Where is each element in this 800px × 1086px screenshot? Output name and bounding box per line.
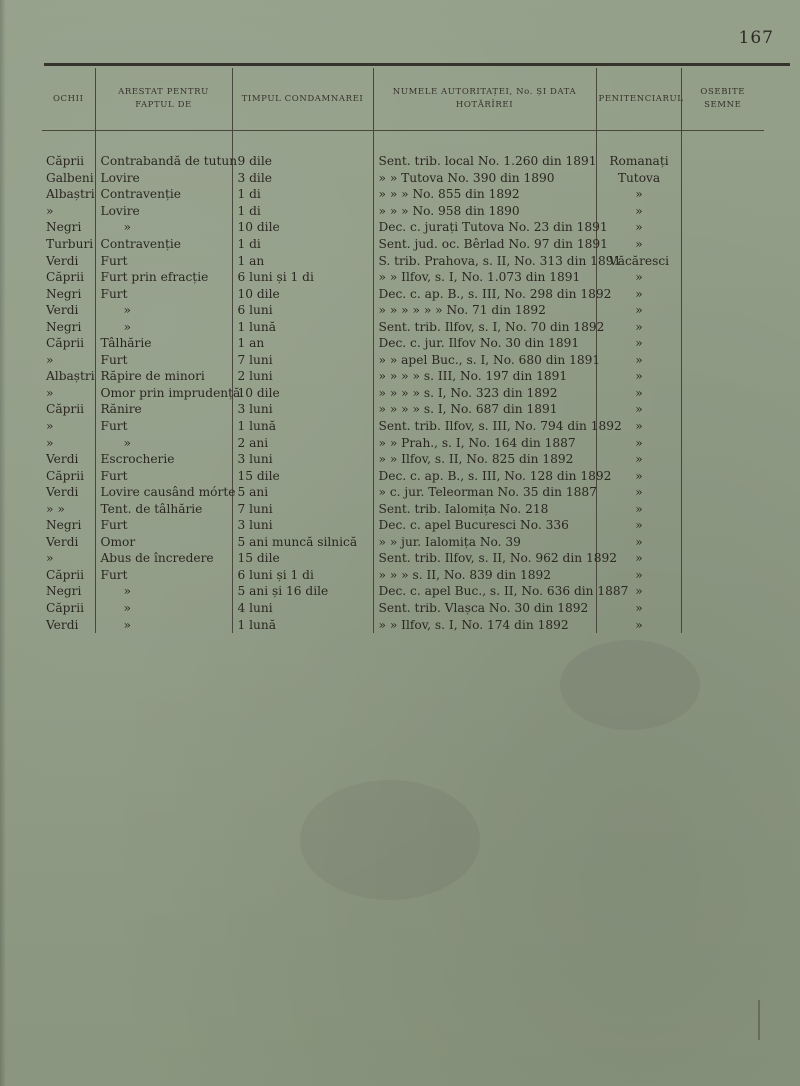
header-gap-row: [42, 131, 764, 154]
cell-marks: [681, 418, 764, 435]
paper-stain: [560, 640, 700, 730]
cell-prison: »: [596, 219, 681, 236]
cell-eyes: Negri: [46, 518, 82, 533]
cell-authority: S. trib. Prahova, s. II, No. 313 din 1891: [373, 252, 596, 269]
cell-eyes: Verdi: [46, 617, 79, 632]
cell-prison: »: [596, 484, 681, 501]
table-row: [42, 269, 764, 286]
cell-marks: [681, 550, 764, 567]
cell-prison: »: [596, 335, 681, 352]
cell-offence: »: [95, 583, 232, 600]
table-row: [42, 467, 764, 484]
top-rule: [44, 63, 790, 66]
cell-sentence: 3 luni: [232, 517, 373, 534]
cell-authority: » » Prah., s. I, No. 164 din 1887: [373, 434, 596, 451]
cell-offence: Tâlhărie: [95, 335, 232, 352]
cell-marks: [681, 203, 764, 220]
cell-marks: [681, 219, 764, 236]
table-row: [42, 418, 764, 435]
cell-authority: » » » » s. III, No. 197 din 1891: [373, 368, 596, 385]
cell-authority: » » » s. II, No. 839 din 1892: [373, 567, 596, 584]
cell-marks: [681, 451, 764, 468]
cell-authority: Dec. c. apel Bucuresci No. 336: [373, 517, 596, 534]
cell-marks: [681, 352, 764, 369]
cell-authority: » » » No. 958 din 1890: [373, 203, 596, 220]
cell-marks: [681, 236, 764, 253]
cell-offence: Contrabandă de tutun: [95, 153, 232, 170]
cell-authority: Dec. c. apel Buc., s. II, No. 636 din 1887: [373, 583, 596, 600]
cell-marks: [681, 401, 764, 418]
table-row: [42, 567, 764, 584]
cell-marks: [681, 302, 764, 319]
cell-eyes: Verdi: [46, 485, 79, 500]
cell-eyes: Căprii: [46, 468, 85, 483]
cell-marks: [681, 583, 764, 600]
cell-offence: »: [95, 318, 232, 335]
cell-sentence: 2 luni: [232, 368, 373, 385]
cell-authority: Dec. c. ap. B., s. III, No. 298 din 1892: [373, 285, 596, 302]
cell-prison: »: [596, 451, 681, 468]
cell-sentence: 1 lună: [232, 418, 373, 435]
table-row: [42, 285, 764, 302]
table-row: [42, 186, 764, 203]
cell-marks: [681, 616, 764, 633]
cell-prison: »: [596, 567, 681, 584]
cell-authority: » » Tutova No. 390 din 1890: [373, 170, 596, 187]
cell-authority: Dec. c. jurați Tutova No. 23 din 1891: [373, 219, 596, 236]
cell-offence: »: [95, 434, 232, 451]
cell-sentence: 10 dile: [232, 285, 373, 302]
table-row: [42, 583, 764, 600]
cell-offence: Furt prin efracție: [95, 269, 232, 286]
cell-prison: »: [596, 203, 681, 220]
cell-eyes: Căprii: [46, 336, 85, 351]
cell-prison: »: [596, 236, 681, 253]
table-row: [42, 335, 764, 352]
cell-marks: [681, 467, 764, 484]
cell-sentence: 15 dile: [232, 467, 373, 484]
cell-prison: »: [596, 616, 681, 633]
paper-stain: [300, 780, 480, 900]
table-row: [42, 170, 764, 187]
cell-marks: [681, 269, 764, 286]
header-marks: OSEBITE SEMNE: [681, 68, 764, 131]
cell-authority: Sent. trib. Ilfov, s. II, No. 962 din 1892: [373, 550, 596, 567]
cell-eyes: Căprii: [46, 154, 85, 169]
cell-marks: [681, 567, 764, 584]
cell-eyes: Căprii: [46, 402, 85, 417]
cell-eyes: Verdi: [46, 303, 79, 318]
cell-eyes: »: [46, 551, 54, 566]
cell-marks: [681, 534, 764, 551]
cell-offence: Rănire: [95, 401, 232, 418]
cell-offence: Furt: [95, 285, 232, 302]
cell-eyes: »: [46, 203, 54, 218]
cell-eyes: Negri: [46, 319, 82, 334]
cell-sentence: 1 di: [232, 186, 373, 203]
cell-authority: » » » » s. I, No. 323 din 1892: [373, 385, 596, 402]
cell-offence: Furt: [95, 517, 232, 534]
cell-marks: [681, 517, 764, 534]
cell-authority: » » Ilfov, s. II, No. 825 din 1892: [373, 451, 596, 468]
cell-offence: Omor: [95, 534, 232, 551]
header-authority: NUMELE AUTORITAȚEI, No. ȘI DATA HOTĂRÎREI: [373, 68, 596, 131]
cell-offence: Contravenție: [95, 186, 232, 203]
cell-marks: [681, 484, 764, 501]
cell-marks: [681, 186, 764, 203]
cell-eyes: » »: [46, 501, 65, 516]
cell-authority: Sent. jud. oc. Bêrlad No. 97 din 1891: [373, 236, 596, 253]
cell-eyes: Albaștri: [46, 369, 95, 384]
cell-sentence: 10 dile: [232, 219, 373, 236]
cell-prison: »: [596, 318, 681, 335]
cell-authority: » » Ilfov, s. I, No. 174 din 1892: [373, 616, 596, 633]
cell-prison: »: [596, 434, 681, 451]
table-row: [42, 219, 764, 236]
page-number: 167: [738, 28, 774, 48]
cell-sentence: 7 luni: [232, 500, 373, 517]
cell-marks: [681, 434, 764, 451]
cell-sentence: 3 luni: [232, 401, 373, 418]
cell-sentence: 3 luni: [232, 451, 373, 468]
cell-sentence: 4 luni: [232, 600, 373, 617]
cell-prison: Romanați: [596, 153, 681, 170]
cell-sentence: 1 di: [232, 203, 373, 220]
table-row: [42, 318, 764, 335]
cell-marks: [681, 385, 764, 402]
cell-eyes: Negri: [46, 584, 82, 599]
cell-authority: Dec. c. jur. Ilfov No. 30 din 1891: [373, 335, 596, 352]
cell-eyes: Verdi: [46, 452, 79, 467]
cell-sentence: 2 ani: [232, 434, 373, 451]
cell-offence: Lovire causând mórte: [95, 484, 232, 501]
header-offence: ARESTAT PENTRU FAPTUL DE: [95, 68, 232, 131]
cell-prison: »: [596, 269, 681, 286]
cell-eyes: »: [46, 385, 54, 400]
cell-marks: [681, 153, 764, 170]
cell-offence: Furt: [95, 252, 232, 269]
cell-offence: »: [95, 219, 232, 236]
cell-offence: »: [95, 616, 232, 633]
header-sentence: TIMPUL CONDAMNAREI: [232, 68, 373, 131]
cell-authority: » » » » » » No. 71 din 1892: [373, 302, 596, 319]
table-row: [42, 385, 764, 402]
cell-sentence: 1 lună: [232, 318, 373, 335]
cell-marks: [681, 600, 764, 617]
cell-prison: »: [596, 550, 681, 567]
cell-prison: »: [596, 385, 681, 402]
prisoner-register-table: [42, 68, 764, 633]
page-edge-shadow: [0, 0, 6, 1086]
table-row: [42, 203, 764, 220]
cell-prison: Văcăresci: [596, 252, 681, 269]
table-row: [42, 600, 764, 617]
cell-prison: »: [596, 600, 681, 617]
cell-eyes: Negri: [46, 286, 82, 301]
cell-sentence: 10 dile: [232, 385, 373, 402]
cell-offence: Abus de încredere: [95, 550, 232, 567]
cell-prison: »: [596, 467, 681, 484]
cell-eyes: »: [46, 419, 54, 434]
cell-eyes: Verdi: [46, 534, 79, 549]
table-row: [42, 236, 764, 253]
cell-offence: Furt: [95, 567, 232, 584]
cell-eyes: Căprii: [46, 601, 85, 616]
cell-prison: »: [596, 401, 681, 418]
table-row: [42, 368, 764, 385]
cell-authority: Sent. trib. Ilfov, s. III, No. 794 din 1892: [373, 418, 596, 435]
cell-sentence: 6 luni: [232, 302, 373, 319]
header-eyes: OCHII: [42, 68, 95, 131]
table-row: [42, 401, 764, 418]
cell-eyes: Turburi: [46, 237, 94, 251]
table-row: [42, 451, 764, 468]
cell-marks: [681, 285, 764, 302]
cell-authority: » » » » s. I, No. 687 din 1891: [373, 401, 596, 418]
table-row: [42, 153, 764, 170]
table-row: [42, 252, 764, 269]
cell-prison: »: [596, 500, 681, 517]
cell-eyes: Verdi: [46, 253, 79, 268]
cell-authority: Sent. trib. Ilfov, s. I, No. 70 din 1892: [373, 318, 596, 335]
cell-authority: » » jur. Ialomița No. 39: [373, 534, 596, 551]
cell-eyes: Căprii: [46, 567, 85, 582]
table-row: [42, 534, 764, 551]
cell-eyes: »: [46, 352, 54, 367]
cell-sentence: 5 ani și 16 dile: [232, 583, 373, 600]
cell-authority: » » » No. 855 din 1892: [373, 186, 596, 203]
cell-sentence: 1 an: [232, 252, 373, 269]
cell-sentence: 6 luni și 1 di: [232, 269, 373, 286]
cell-offence: Omor prin imprudență: [95, 385, 232, 402]
cell-eyes: Galbeni: [46, 170, 94, 185]
table-body: [42, 153, 764, 633]
cell-eyes: Albaștri: [46, 187, 95, 202]
cell-sentence: 5 ani: [232, 484, 373, 501]
table-row: [42, 434, 764, 451]
cell-marks: [681, 252, 764, 269]
table-row: [42, 302, 764, 319]
table-row: [42, 550, 764, 567]
cell-offence: »: [95, 302, 232, 319]
cell-authority: Sent. trib. Ialomița No. 218: [373, 500, 596, 517]
cell-prison: »: [596, 302, 681, 319]
table-row: [42, 517, 764, 534]
cell-prison: »: [596, 534, 681, 551]
table-row: [42, 500, 764, 517]
cell-offence: Escrocherie: [95, 451, 232, 468]
cell-authority: Sent. trib. local No. 1.260 din 1891: [373, 153, 596, 170]
cell-sentence: 5 ani muncă silnică: [232, 534, 373, 551]
cell-offence: Răpire de minori: [95, 368, 232, 385]
cell-eyes: Căprii: [46, 270, 85, 285]
cell-authority: Sent. trib. Vlașca No. 30 din 1892: [373, 600, 596, 617]
cell-sentence: 1 an: [232, 335, 373, 352]
cell-offence: Furt: [95, 467, 232, 484]
cell-authority: » » apel Buc., s. I, No. 680 din 1891: [373, 352, 596, 369]
cell-marks: [681, 335, 764, 352]
cell-prison: »: [596, 418, 681, 435]
cell-authority: » c. jur. Teleorman No. 35 din 1887: [373, 484, 596, 501]
cell-prison: »: [596, 186, 681, 203]
cell-prison: »: [596, 517, 681, 534]
cell-offence: Lovire: [95, 170, 232, 187]
table-row: [42, 484, 764, 501]
cell-sentence: 15 dile: [232, 550, 373, 567]
cell-authority: » » Ilfov, s. I, No. 1.073 din 1891: [373, 269, 596, 286]
cell-marks: [681, 368, 764, 385]
cell-prison: »: [596, 583, 681, 600]
cell-offence: Tent. de tâlhărie: [95, 500, 232, 517]
cell-sentence: 1 lună: [232, 616, 373, 633]
cell-prison: »: [596, 368, 681, 385]
cell-prison: »: [596, 352, 681, 369]
margin-mark: [758, 1000, 760, 1040]
cell-sentence: 6 luni și 1 di: [232, 567, 373, 584]
cell-prison: Tutova: [596, 170, 681, 187]
cell-marks: [681, 500, 764, 517]
cell-marks: [681, 318, 764, 335]
cell-marks: [681, 170, 764, 187]
cell-offence: Furt: [95, 352, 232, 369]
table-header-row: [42, 68, 764, 131]
cell-authority: Dec. c. ap. B., s. III, No. 128 din 1892: [373, 467, 596, 484]
cell-offence: »: [95, 600, 232, 617]
cell-sentence: 3 dile: [232, 170, 373, 187]
cell-offence: Furt: [95, 418, 232, 435]
header-prison: PENITENCIARUL: [596, 68, 681, 131]
cell-eyes: »: [46, 435, 54, 450]
cell-offence: Lovire: [95, 203, 232, 220]
cell-sentence: 7 luni: [232, 352, 373, 369]
table-row: [42, 616, 764, 633]
cell-eyes: Negri: [46, 220, 82, 235]
cell-prison: »: [596, 285, 681, 302]
cell-offence: Contravenție: [95, 236, 232, 253]
cell-sentence: 9 dile: [232, 153, 373, 170]
cell-sentence: 1 di: [232, 236, 373, 253]
table-row: [42, 352, 764, 369]
